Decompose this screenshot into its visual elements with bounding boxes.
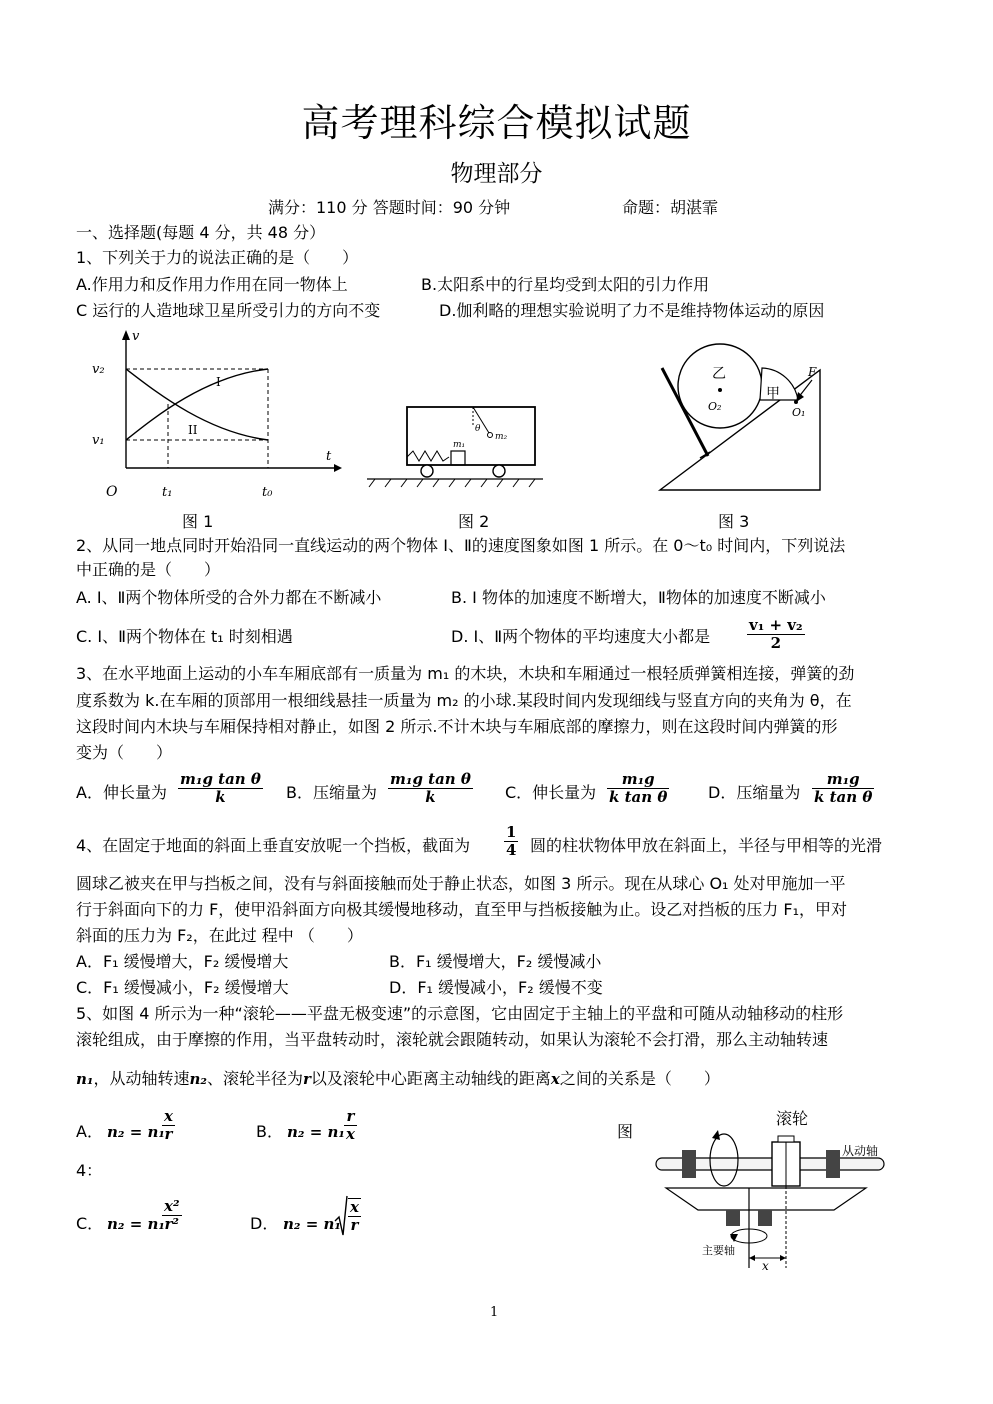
fig4-label-driven-shaft: 从动轴 xyxy=(842,1144,879,1158)
q3-option-a: A．伸长量为 xyxy=(76,783,167,802)
q3-b-denominator: k xyxy=(425,788,436,806)
fig1-label-v: v xyxy=(132,329,140,344)
fig4-label-x: x xyxy=(762,1259,769,1273)
fig1-label-v2: v₂ xyxy=(92,362,105,377)
q5-option-c-fraction xyxy=(162,1198,182,1233)
figure-2-cart xyxy=(365,395,545,490)
q3-stem-line-1: 3、在水平地面上运动的小车车厢底部有一质量为 m₁ 的木块，木块和车厢通过一根轻质弹簧相连接，弹簧的劲 xyxy=(76,664,855,683)
figure-3-caption: 图 3 xyxy=(718,512,750,531)
q3-option-a-fraction xyxy=(178,771,263,806)
q4-option-c: C．F₁ 缓慢减小，F₂ 缓慢增大 xyxy=(76,978,289,997)
q3-option-d: D．压缩量为 xyxy=(708,783,801,802)
q5-stem-line-1: 5、如图 4 所示为一种“滚轮——平盘无极变速”的示意图，它由固定于主轴上的平盘和可随从动轴移动的柱形 xyxy=(76,1004,844,1023)
q2-option-c: C. I、Ⅱ两个物体在 t₁ 时刻相遇 xyxy=(76,627,293,646)
q4-stem-line-1b: 圆的柱状物体甲放在斜面上，半径与甲相等的光滑 xyxy=(530,836,883,855)
q3-option-c: C．伸长量为 xyxy=(505,783,597,802)
fig1-label-t0: t₀ xyxy=(262,485,273,500)
q2-d-denominator: 2 xyxy=(770,634,782,652)
q5-option-a-eq: n₂ = n₁ xyxy=(107,1123,165,1141)
q3-option-c-fraction xyxy=(607,771,669,806)
page-number: 1 xyxy=(490,1305,499,1320)
q5-stem-line-3 xyxy=(76,1069,720,1089)
q1-stem: 1、下列关于力的说法正确的是（ ） xyxy=(76,248,359,267)
q5-r: r xyxy=(303,1070,311,1088)
q1-option-d: D.伽利略的理想实验说明了力不是维持物体运动的原因 xyxy=(439,301,825,320)
fig1-label-t1: t₁ xyxy=(162,485,173,500)
figure-2-caption: 图 2 xyxy=(458,512,490,531)
fig3-label-ball: 乙 xyxy=(712,366,726,382)
q4-stem-line-2: 圆球乙被夹在甲与挡板之间，没有与斜面接触而处于静止状态，如图 3 所示。现在从球心 O₁ 处对甲施加一平 xyxy=(76,874,846,893)
q4-stem-line-4: 斜面的压力为 F₂，在此过 程中 （ ） xyxy=(76,926,363,945)
fig4-label-driving-shaft: 主要轴 xyxy=(702,1244,735,1257)
q5-n1: n₁ xyxy=(76,1070,94,1088)
q5-option-b-eq: n₂ = n₁ xyxy=(287,1123,345,1141)
fig1-label-t: t xyxy=(326,449,332,464)
q1-option-b: B.太阳系中的行星均受到太阳的引力作用 xyxy=(421,275,710,294)
q4-fraction-numerator: 1 xyxy=(506,823,517,841)
fig2-label-m1: m₁ xyxy=(453,440,466,450)
q3-a-denominator: k xyxy=(215,788,226,806)
q3-d-numerator: m₁g xyxy=(812,771,874,789)
q4-option-a: A．F₁ 缓慢增大，F₂ 缓慢增大 xyxy=(76,952,289,971)
q3-stem-line-2: 度系数为 k.在车厢的顶部用一根细线悬挂一质量为 m₂ 的小球.某段时间内发现细线与竖直方向的夹角为 θ，在 xyxy=(76,691,852,710)
q4-quarter-fraction xyxy=(504,824,518,859)
page-title: 高考理科综合模拟试题 xyxy=(301,101,692,145)
q5-a-numerator: x xyxy=(164,1107,173,1125)
q4-option-d: D．F₁ 缓慢减小，F₂ 缓慢不变 xyxy=(389,978,603,997)
fig1-label-curve-1: I xyxy=(216,375,221,389)
fig2-label-theta: θ xyxy=(475,424,481,434)
exam-meta-score-time: 满分：110 分 答题时间：90 分钟 xyxy=(268,198,511,217)
q2-d-numerator: v₁ + v₂ xyxy=(749,616,803,634)
exam-meta-author: 命题：胡湛霏 xyxy=(622,198,719,217)
q3-option-b: B．压缩量为 xyxy=(286,783,377,802)
q3-d-denominator: k tan θ xyxy=(814,788,873,806)
q2-option-a: A. I、Ⅱ两个物体所受的合外力都在不断减小 xyxy=(76,588,382,607)
q2-option-b: B. I 物体的加速度不断增大，Ⅱ物体的加速度不断减小 xyxy=(451,588,826,607)
q2-stem-line-1: 2、从同一地点同时开始沿同一直线运动的两个物体 I、Ⅱ的速度图象如图 1 所示。在 0～t₀ 时间内，下列说法 xyxy=(76,536,846,555)
figure-4-caption-part-2: 4： xyxy=(76,1161,103,1180)
q4-fraction-denominator: 4 xyxy=(506,841,517,859)
q5-text-4: 之间的关系是（ ） xyxy=(559,1069,720,1088)
fig3-label-o1: O₁ xyxy=(792,406,806,419)
section-heading: 一、选择题(每题 4 分，共 48 分） xyxy=(76,223,326,242)
q5-d-denominator: r xyxy=(350,1216,359,1234)
q5-text-2: 、滚轮半径为 xyxy=(206,1069,303,1088)
q5-option-b-fraction xyxy=(344,1108,357,1143)
q5-option-a-fraction xyxy=(162,1108,175,1143)
q2-option-d-fraction xyxy=(747,617,805,652)
fig3-label-force: F xyxy=(808,365,817,379)
page-subtitle: 物理部分 xyxy=(450,161,543,187)
fig3-label-cylinder: 甲 xyxy=(766,386,780,402)
q2-option-d: D. I、Ⅱ两个物体的平均速度大小都是 xyxy=(451,627,711,646)
q3-b-numerator: m₁g tan θ xyxy=(390,770,471,788)
fig4-label-wheel: 滚轮 xyxy=(776,1109,809,1128)
figure-1-caption: 图 1 xyxy=(182,512,214,531)
q5-option-d-eq: n₂ = n₁ xyxy=(283,1215,341,1233)
q3-option-b-fraction xyxy=(388,771,473,806)
q3-stem-line-3: 这段时间内木块与车厢保持相对静止，如图 2 所示.不计木块与车厢底部的摩擦力，则在这段时间内弹簧的形 xyxy=(76,717,838,736)
q5-b-denominator: x xyxy=(346,1125,355,1143)
fig1-label-curve-2: II xyxy=(188,423,198,437)
figure-4-roller-disc xyxy=(654,1108,890,1273)
q3-a-numerator: m₁g tan θ xyxy=(180,770,261,788)
q5-stem-line-2: 滚轮组成，由于摩擦的作用，当平盘转动时，滚轮就会跟随转动，如果认为滚轮不会打滑，那么主动轴转速 xyxy=(76,1030,829,1049)
q1-option-c: C 运行的人造地球卫星所受引力的方向不变 xyxy=(76,301,381,320)
fig3-label-o2: O₂ xyxy=(708,400,722,413)
q2-stem-line-2: 中正确的是（ ） xyxy=(76,560,221,579)
q5-option-a-label: A． xyxy=(76,1122,103,1141)
q5-option-c-label: C． xyxy=(76,1214,104,1233)
q5-option-b-label: B． xyxy=(256,1122,283,1141)
q5-option-c-eq: n₂ = n₁ xyxy=(107,1215,165,1233)
q3-c-denominator: k tan θ xyxy=(609,788,668,806)
q1-option-a: A.作用力和反作用力作用在同一物体上 xyxy=(76,275,348,294)
q5-text-1: ，从动轴转速 xyxy=(93,1069,190,1088)
q3-c-numerator: m₁g xyxy=(607,771,669,789)
q5-c-denominator: r² xyxy=(164,1215,179,1233)
figure-3-incline xyxy=(650,340,840,495)
q3-option-d-fraction xyxy=(812,771,874,806)
sqrt-icon xyxy=(334,1195,348,1237)
q5-x: x xyxy=(550,1070,560,1088)
q4-option-b: B．F₁ 缓慢增大，F₂ 缓慢减小 xyxy=(389,952,602,971)
q4-stem-line-3: 行于斜面向下的力 F，使甲沿斜面方向极其缓慢地移动，直至甲与挡板接触为止。设乙对挡板的压力 F₁，甲对 xyxy=(76,900,847,919)
q5-option-d-fraction xyxy=(348,1198,361,1234)
q5-text-3: 以及滚轮中心距离主动轴线的距离 xyxy=(310,1069,551,1088)
figure-1-vt-graph xyxy=(86,326,348,506)
q3-stem-line-4: 变为（ ） xyxy=(76,743,173,762)
q5-a-denominator: r xyxy=(164,1125,173,1143)
q5-c-numerator: x² xyxy=(164,1197,180,1215)
q4-stem-line-1a: 4、在固定于地面的斜面上垂直安放呢一个挡板，截面为 xyxy=(76,836,471,855)
fig1-label-origin: O xyxy=(106,484,118,500)
figure-4-caption-part-1: 图 xyxy=(617,1122,634,1141)
q5-b-numerator: r xyxy=(344,1108,357,1126)
q5-option-d-label: D． xyxy=(250,1214,279,1233)
q5-n2: n₂ xyxy=(189,1070,207,1088)
q5-d-numerator: x xyxy=(350,1198,359,1216)
fig2-label-m2: m₂ xyxy=(495,432,508,442)
fig1-label-v1: v₁ xyxy=(92,433,105,448)
